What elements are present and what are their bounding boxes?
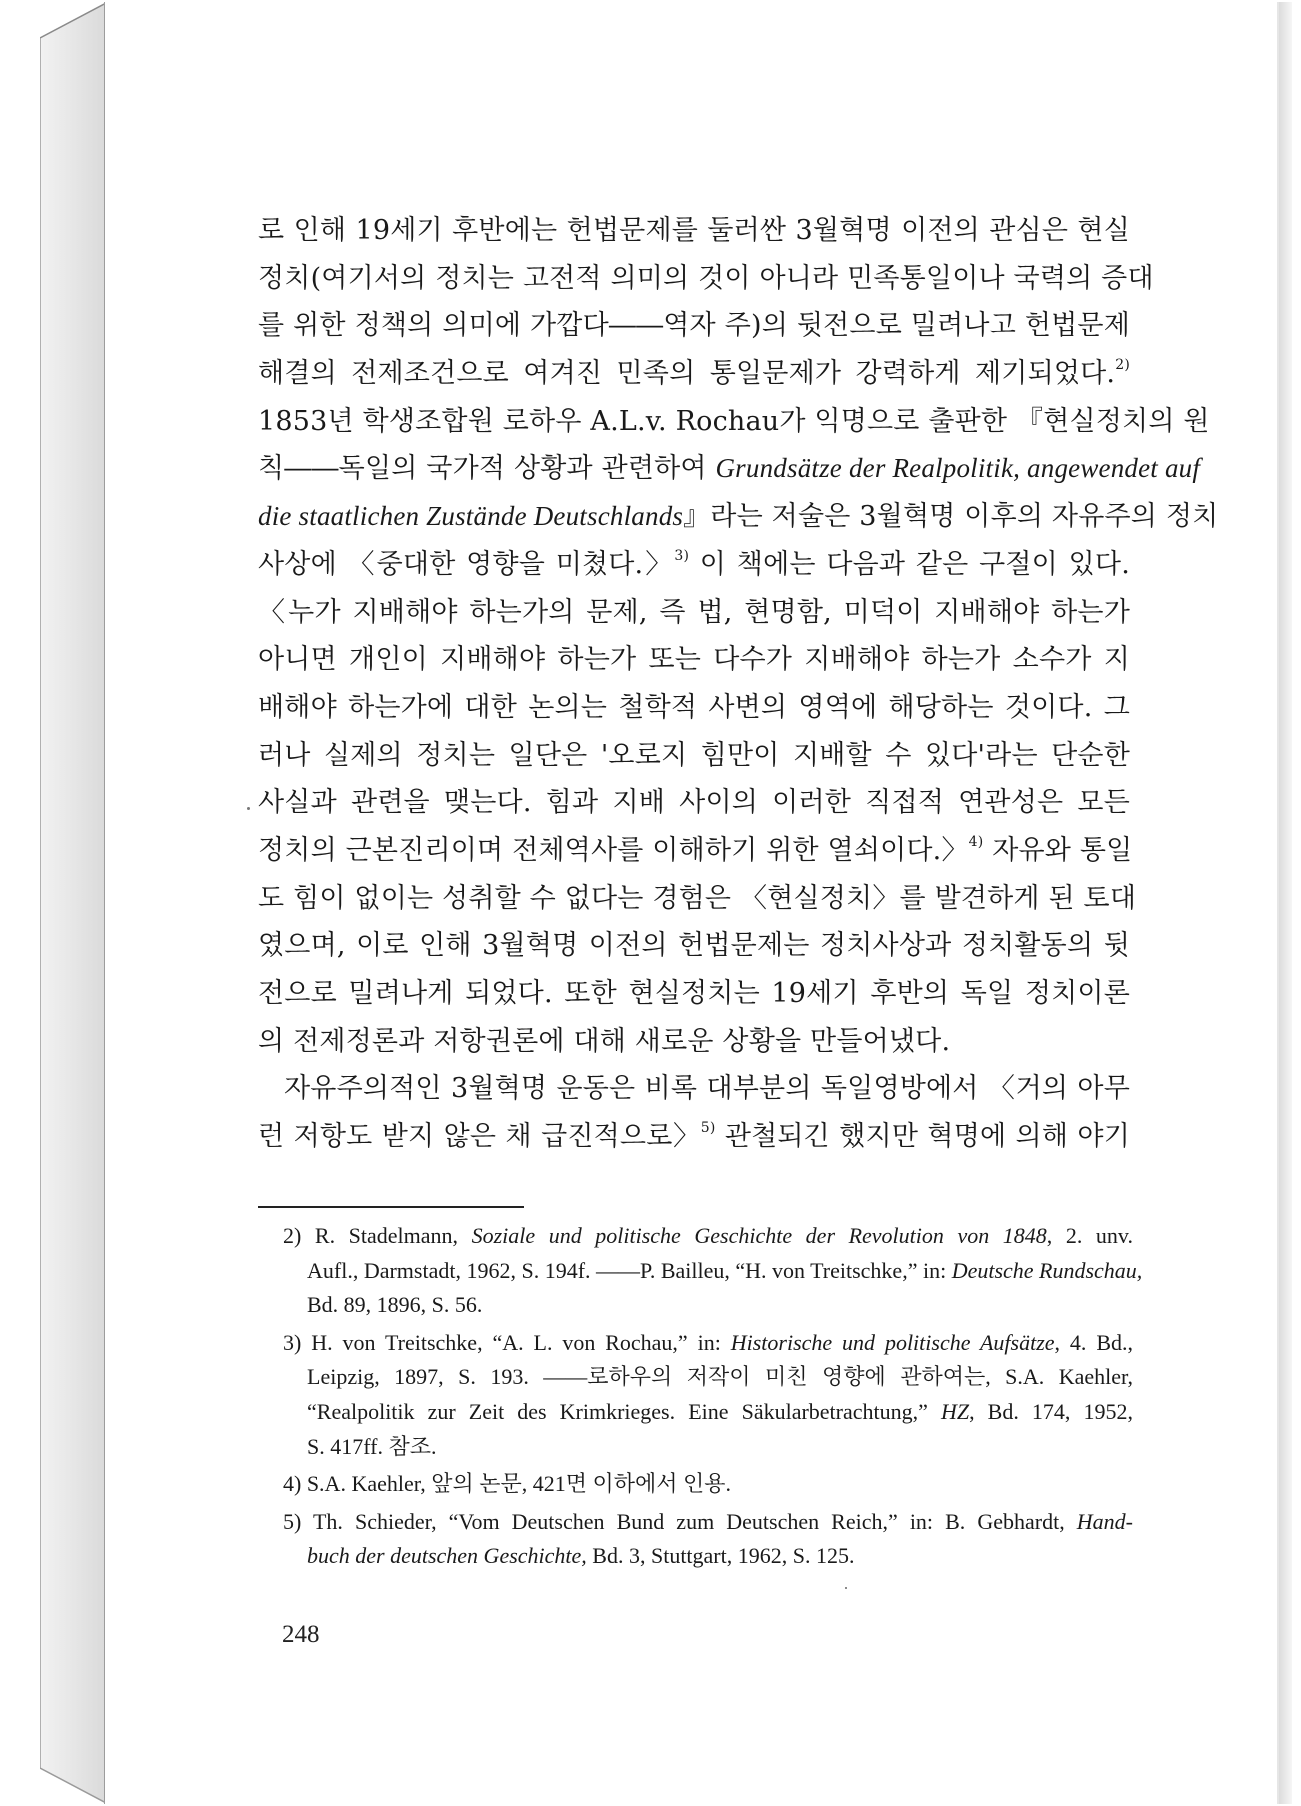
text-line <box>258 350 1130 398</box>
text-line: 의 전제정론과 저항권론에 대해 새로운 상황을 만들어냈다. <box>258 1025 951 1057</box>
footnote-5-line <box>283 1539 1133 1574</box>
italic-title: Grundsätze der Realpolitik, angewendet auf <box>715 453 1201 484</box>
text-span: 해결의 전제조건으로 여겨진 민족의 통일문제가 강력하게 제기되었다. <box>258 358 1116 390</box>
italic-title: die staatlichen Zustände Deutschlands <box>258 501 684 532</box>
italic-title: Soziale und politische Geschichte der Revolution von 1848 <box>471 1223 1047 1248</box>
text-span: , 2. unv. <box>1046 1223 1133 1248</box>
italic-title: HZ <box>940 1398 970 1424</box>
footnote-3-line: S. 417ff. 참조. <box>307 1433 437 1459</box>
text-span: , 4. Bd., <box>1054 1329 1133 1355</box>
text-span: 칙――독일의 국가적 상황과 관련하여 <box>258 453 716 485</box>
text-line: 도 힘이 없이는 성취할 수 없다는 경험은 〈현실정치〉를 발견하게 된 토대 <box>258 882 1137 914</box>
text-span: 관철되긴 했지만 혁명에 의해 야기 <box>715 1121 1130 1153</box>
text-line: 배해야 하는가에 대한 논의는 철학적 사변의 영역에 해당하는 것이다. 그 <box>258 691 1130 723</box>
text-span: , Bd. 174, 1952, <box>969 1398 1133 1424</box>
text-line: 자유주의적인 3월혁명 운동은 비록 대부분의 독일영방에서 〈거의 아무 <box>284 1073 1130 1105</box>
text-span: 』라는 저술은 3월혁명 이후의 자유주의 정치 <box>683 501 1219 533</box>
page-shadow <box>1276 2 1292 1804</box>
footnote-3-line <box>283 1395 1133 1430</box>
text-line: 1853년 학생조합원 로하우 A.L.v. Rochau가 익명으로 출판한 『현실정치의 원 <box>258 405 1210 437</box>
footnote-4-line: 4) S.A. Kaehler, 앞의 논문, 421면 이하에서 인용. <box>283 1471 731 1497</box>
text-line: 러나 실제의 정치는 일단은 '오로지 힘만이 지배할 수 있다'라는 단순한 <box>258 739 1130 771</box>
text-line: 로 인해 19세기 후반에는 헌법문제를 둘러싼 3월혁명 이전의 관심은 현실 <box>258 215 1130 246</box>
text-span: 2) R. Stadelmann, <box>283 1223 472 1248</box>
text-line: 사실과 관련을 맺는다. 힘과 지배 사이의 이러한 직접적 연관성은 모든 <box>258 787 1130 819</box>
footnote-2-line <box>283 1254 1143 1289</box>
text-line: 〈누가 지배해야 하는가의 문제, 즉 법, 현명함, 미덕이 지배해야 하는가 <box>258 596 1130 628</box>
text-line <box>258 827 1133 875</box>
text-span: 자유와 통일 <box>983 834 1133 866</box>
italic-title: Historische und politische Aufsätze <box>730 1329 1055 1355</box>
text-span: 3) H. von Treitschke, “A. L. von Rochau,” in: <box>283 1329 731 1355</box>
text-span: 런 저항도 받지 않은 채 급진적으로〉 <box>258 1121 701 1153</box>
italic-title: buch der deutschen Geschichte, <box>307 1543 587 1569</box>
footnote-2-line: Bd. 89, 1896, S. 56. <box>307 1292 483 1318</box>
text-line <box>258 445 1201 493</box>
footnote-5-line <box>283 1505 1133 1540</box>
italic-title: Hand- <box>1076 1508 1133 1534</box>
text-line <box>258 493 1219 541</box>
footnote-ref[interactable]: 5) <box>700 1120 716 1137</box>
text-line: 전으로 밀려나게 되었다. 또한 현실정치는 19세기 후반의 독일 정치이론 <box>258 978 1130 1009</box>
text-span: 5) Th. Schieder, “Vom Deutschen Bund zum Deutschen Reich,” in: B. Gebhardt, <box>283 1508 1077 1534</box>
book-side-edge <box>40 2 108 1804</box>
text-span: Bd. 3, Stuttgart, 1962, S. 125. <box>586 1543 855 1569</box>
text-line <box>258 541 1130 589</box>
stray-mark <box>845 1587 847 1589</box>
text-line: 를 위한 정책의 의미에 가깝다――역자 주)의 뒷전으로 밀려나고 헌법문제 <box>258 310 1130 342</box>
text-line: 정치(여기서의 정치는 고전적 의미의 것이 아니라 민족통일이나 국력의 증대 <box>258 262 1154 294</box>
text-span: 사상에 〈중대한 영향을 미쳤다.〉 <box>258 548 675 580</box>
body-text <box>258 207 1219 1161</box>
text-span: 이 책에는 다음과 같은 구절이 있다. <box>689 548 1130 580</box>
footnote-3-line: Leipzig, 1897, S. 193. ――로하우의 저작이 미친 영향에 관하여는, S.A. Kaehler, <box>307 1364 1133 1390</box>
italic-title: Deutsche Rundschau, <box>951 1257 1143 1283</box>
margin-mark <box>247 807 250 810</box>
page-number: 248 <box>282 1621 320 1648</box>
footnote-ref[interactable]: 2) <box>1115 357 1130 374</box>
text-line <box>258 1113 1130 1161</box>
text-line: 였으며, 이로 인해 3월혁명 이전의 헌법문제는 정치사상과 정치활동의 뒷 <box>258 930 1130 962</box>
footnote-ref[interactable]: 3) <box>674 547 690 564</box>
footnote-ref[interactable]: 4) <box>968 833 984 850</box>
text-line: 아니면 개인이 지배해야 하는가 또는 다수가 지배해야 하는가 소수가 지 <box>258 644 1130 676</box>
text-span: 정치의 근본진리이며 전체역사를 이해하기 위한 열쇠이다.〉 <box>258 834 969 866</box>
footnote-3-line <box>283 1326 1133 1361</box>
footnote-2-line <box>283 1219 1133 1254</box>
footnote-divider <box>258 1206 524 1208</box>
text-span: “Realpolitik zur Zeit des Krimkrieges. Eine Säkularbetrachtung,” <box>307 1398 941 1424</box>
text-span: Aufl., Darmstadt, 1962, S. 194f. ――P. Bailleu, “H. von Treitschke,” in: <box>307 1257 952 1283</box>
footnotes <box>283 1219 1143 1574</box>
